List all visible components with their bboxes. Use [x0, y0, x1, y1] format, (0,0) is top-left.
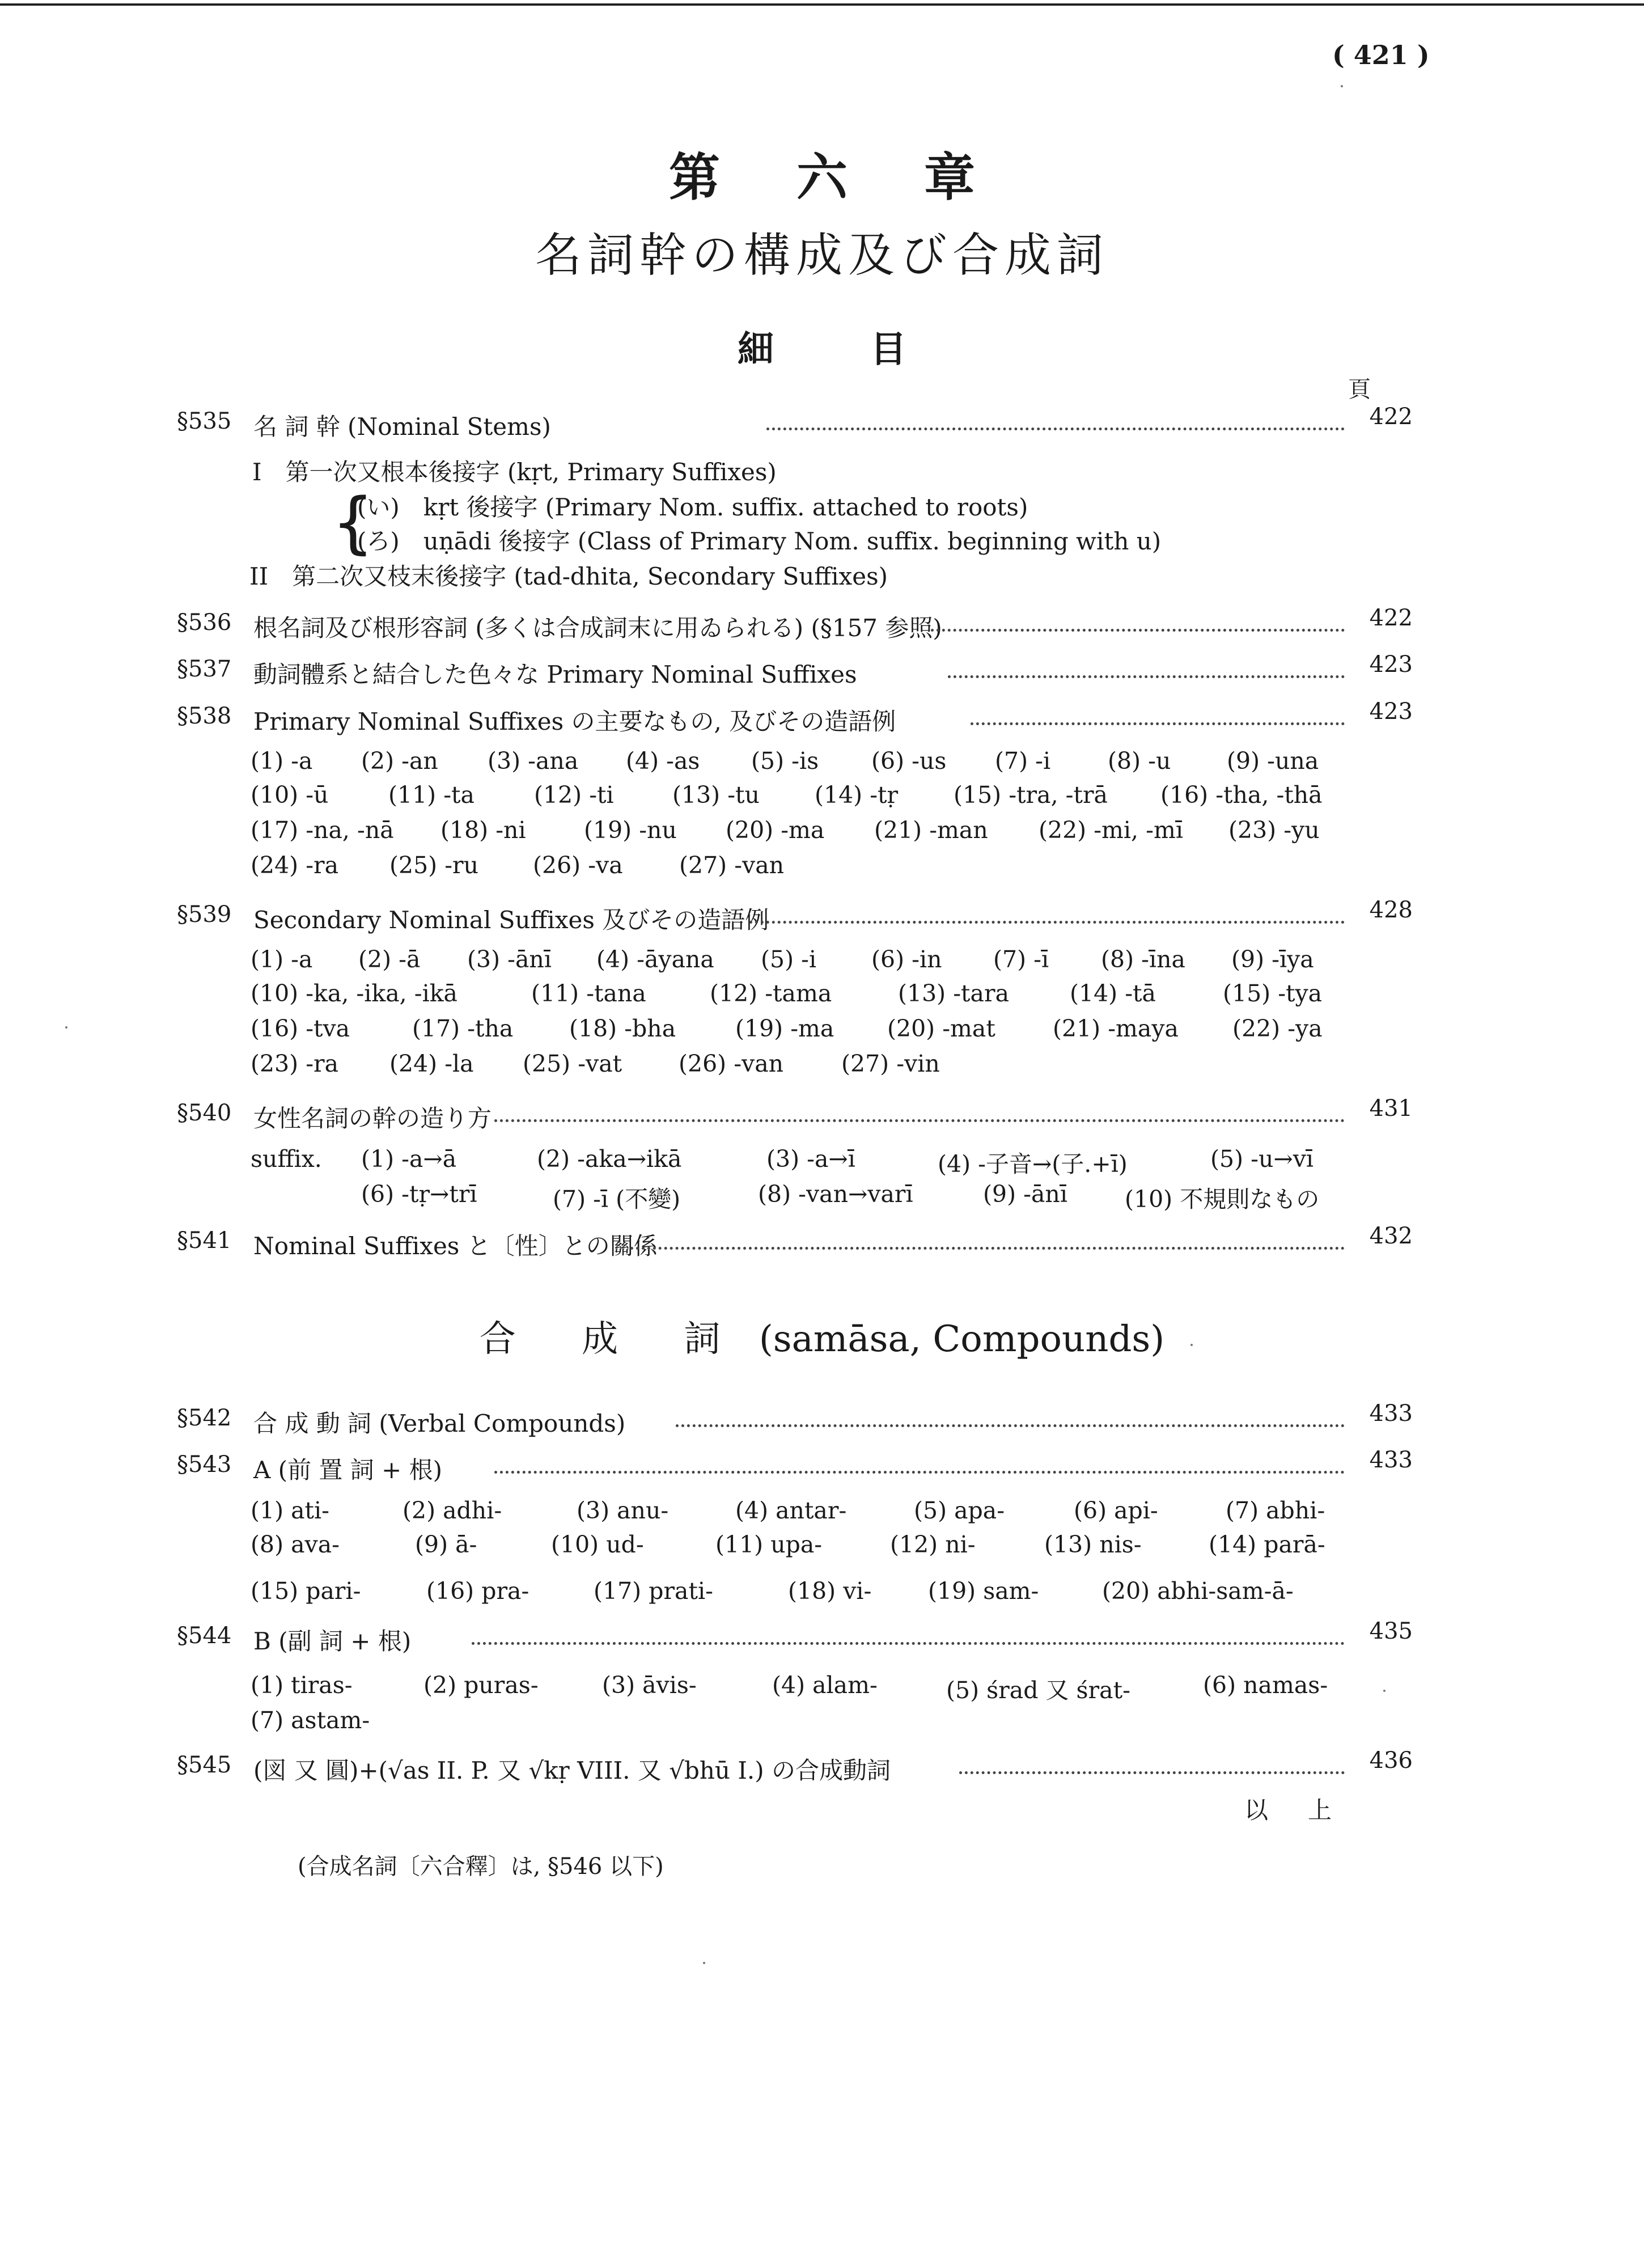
suffix-item: (27) -van [679, 852, 785, 879]
toc-entry-544 [177, 1618, 1413, 1657]
entry-title: Primary Nominal Suffixes の主要なもの, 及びその造語例 [253, 708, 896, 735]
suffix-item: (10) -ū [251, 781, 329, 809]
section-number: §542 [177, 1405, 232, 1431]
prefix-item: (3) āvis- [602, 1672, 697, 1699]
page-ref: 431 [1369, 1095, 1413, 1122]
prefix-item: (5) śrad 又 śrat- [946, 1677, 1130, 1704]
unadi-suffix-line: (ろ) uṇādi 後接字 (Class of Primary Nom. suffix. beginning with u) [357, 527, 1162, 555]
suffix-item: (23) -yu [1228, 816, 1320, 844]
suffix-item: (15) -tya [1223, 980, 1323, 1007]
suffix-item: (19) -nu [584, 816, 677, 844]
entry-title: Nominal Suffixes と〔性〕との關係 [253, 1232, 658, 1260]
suffix-item: (9) -una [1227, 747, 1319, 775]
prefix-item: (13) nis- [1044, 1531, 1142, 1558]
suffix-item: (12) -ti [534, 781, 614, 809]
primary-suffix-row [251, 747, 1339, 779]
secondary-suffix-row [251, 980, 1339, 1012]
footnote: (合成名詞〔六合釋〕は, §546 以下) [298, 1854, 664, 1880]
suffix-item: (15) -tra, -trā [954, 781, 1108, 809]
suffix-item: (27) -vin [841, 1050, 940, 1077]
prefix-item: (11) upa- [715, 1531, 823, 1558]
entry-title: 合 成 動 詞 (Verbal Compounds) [253, 1410, 626, 1437]
adverb-row [251, 1707, 1339, 1738]
feminine-rule-row [251, 1180, 1339, 1212]
rule-item: (5) -u→vī [1210, 1145, 1313, 1173]
suffix-item: (19) -ma [735, 1015, 834, 1042]
prefix-item: (18) vi- [788, 1577, 872, 1605]
section-number: §541 [177, 1228, 232, 1254]
compounds-heading [0, 1310, 1644, 1362]
chapter-subtitle: 名詞幹の構成及び合成詞 [535, 229, 1109, 282]
page-ref: 433 [1369, 1400, 1413, 1427]
suffix-item: (5) -i [761, 946, 817, 973]
section-number: §535 [177, 408, 232, 434]
prefix-item: (19) sam- [928, 1577, 1039, 1605]
rule-item: (8) -van→varī [758, 1180, 913, 1208]
suffix-item: (25) -ru [389, 852, 479, 879]
page-number: ( 421 ) [1332, 40, 1430, 70]
prefix-item: (6) namas- [1203, 1672, 1328, 1699]
section-number: §543 [177, 1452, 232, 1478]
suffix-item: (10) -ka, -ika, -ikā [251, 980, 457, 1007]
rule-item: (9) -ānī [983, 1180, 1067, 1208]
page-ref: 432 [1369, 1223, 1413, 1249]
leader-dots [959, 1771, 1345, 1774]
section-number: §537 [177, 656, 232, 682]
prefix-item: (20) abhi-sam-ā- [1102, 1577, 1294, 1605]
section-number: §538 [177, 703, 232, 729]
preposition-row [251, 1531, 1339, 1563]
page-ref: 435 [1369, 1618, 1413, 1644]
leader-dots [971, 722, 1345, 725]
prefix-item: (4) alam- [772, 1672, 878, 1699]
entry-title: Secondary Nominal Suffixes 及びその造語例 [253, 906, 769, 934]
section-number: §544 [177, 1623, 232, 1649]
rule-item: (6) -tṛ→trī [361, 1180, 477, 1208]
suffix-item: (7) -ī [993, 946, 1049, 973]
suffix-item: (20) -ma [726, 816, 825, 844]
suffix-item: (4) -as [626, 747, 700, 775]
suffix-item: (22) -mi, -mī [1039, 816, 1183, 844]
suffix-item: (23) -ra [251, 1050, 339, 1077]
suffix-item: (16) -tha, -thā [1160, 781, 1323, 809]
suffix-item: (3) -ānī [467, 946, 552, 973]
suffix-item: (24) -la [389, 1050, 474, 1077]
scan-speck [1190, 1344, 1193, 1346]
primary-suffix-row [251, 852, 1339, 883]
suffix-item: (14) -tṛ [815, 781, 899, 809]
prefix-item: (3) anu- [577, 1497, 669, 1524]
entry-title: (図 又 圓)+(√as II. P. 又 √kṛ VIII. 又 √bhū I.) の合成動詞 [253, 1757, 891, 1784]
suffix-item: (17) -na, -nā [251, 816, 394, 844]
entry-title: 名 詞 幹 (Nominal Stems) [253, 413, 551, 441]
suffix-item: (8) -īna [1101, 946, 1185, 973]
prefix-item: (5) apa- [914, 1497, 1005, 1524]
toc-entry-538 [177, 699, 1413, 737]
suffix-item: (9) -īya [1231, 946, 1314, 973]
prefix-item: (10) ud- [551, 1531, 644, 1558]
prefix-item: (9) ā- [415, 1531, 477, 1558]
prefix-item: (12) ni- [890, 1531, 976, 1558]
secondary-suffix-row [251, 946, 1339, 978]
toc-entry-542 [177, 1400, 1413, 1439]
toc-entry-540 [177, 1095, 1413, 1134]
prefix-item: (2) puras- [423, 1672, 539, 1699]
secondary-suffix-row [251, 1015, 1339, 1047]
prefix-item: (17) prati- [594, 1577, 713, 1605]
krt-suffix-line: (い) kṛt 後接字 (Primary Nom. suffix. attached to roots) [357, 493, 1028, 521]
prefix-item: (4) antar- [735, 1497, 847, 1524]
contents-heading: 細目 [738, 328, 1003, 371]
toc-entry-535 [177, 404, 1413, 442]
prefix-item: (7) astam- [251, 1707, 370, 1734]
adverb-row [251, 1672, 1339, 1703]
scan-speck [703, 1962, 705, 1964]
suffix-item: (2) -an [361, 747, 438, 775]
toc-entry-539 [177, 897, 1413, 936]
section-number: §540 [177, 1100, 232, 1126]
feminine-rule-row [251, 1145, 1339, 1177]
entry-title: 動詞體系と結合した色々な Primary Nominal Suffixes [253, 661, 857, 688]
suffix-item: (13) -tara [898, 980, 1010, 1007]
leader-dots [676, 1424, 1345, 1427]
secondary-suffix-heading: II 第二次又枝末後接字 (tad-dhita, Secondary Suffixes) [249, 562, 888, 590]
suffix-item: (4) -āyana [596, 946, 714, 973]
section-number: §536 [177, 610, 232, 636]
prefix-item: (1) tiras- [251, 1672, 353, 1699]
entry-title: A (前 置 詞 + 根) [253, 1456, 443, 1484]
leader-dots [766, 428, 1345, 430]
top-rule [0, 3, 1644, 6]
suffix-item: (8) -u [1108, 747, 1171, 775]
scan-speck [1341, 85, 1343, 87]
suffix-item: (12) -tama [710, 980, 832, 1007]
leader-dots [630, 1247, 1345, 1250]
suffix-item: (22) -ya [1232, 1015, 1323, 1042]
prefix-item: (2) adhi- [402, 1497, 502, 1524]
scan-speck [65, 1026, 67, 1029]
page-ref: 436 [1369, 1747, 1413, 1774]
suffix-label: suffix. [251, 1145, 322, 1173]
leader-dots [749, 921, 1345, 924]
rule-item: (1) -a→ā [361, 1145, 457, 1173]
prefix-item: (7) abhi- [1226, 1497, 1325, 1524]
primary-suffix-row [251, 816, 1339, 848]
entry-title: B (副 詞 + 根) [253, 1627, 412, 1655]
rule-item: (10) 不規則なもの [1125, 1186, 1320, 1213]
rule-item: (4) -子音→(子.+ī) [938, 1150, 1128, 1178]
section-number: §539 [177, 902, 232, 928]
suffix-item: (24) -ra [251, 852, 339, 879]
suffix-item: (18) -ni [440, 816, 526, 844]
primary-suffix-row [251, 781, 1339, 813]
suffix-item: (3) -ana [488, 747, 579, 775]
scan-speck [1383, 1690, 1385, 1692]
prefix-item: (14) parā- [1209, 1531, 1325, 1558]
prefix-item: (16) pra- [426, 1577, 529, 1605]
leader-dots [931, 629, 1345, 632]
preposition-row [251, 1497, 1339, 1529]
rule-item: (2) -aka→ikā [537, 1145, 682, 1173]
suffix-item: (5) -is [751, 747, 819, 775]
toc-entry-537 [177, 651, 1413, 690]
leader-dots [948, 675, 1345, 678]
suffix-item: (1) -a [251, 946, 313, 973]
leader-dots [494, 1471, 1345, 1474]
suffix-item: (21) -maya [1053, 1015, 1179, 1042]
suffix-item: (17) -tha [412, 1015, 514, 1042]
leader-dots [494, 1119, 1345, 1122]
suffix-item: (18) -bha [569, 1015, 676, 1042]
leader-dots [472, 1642, 1345, 1645]
toc-entry-545 [177, 1747, 1413, 1786]
suffix-item: (14) -tā [1070, 980, 1156, 1007]
entry-title: 根名詞及び根形容詞 (多くは合成詞末に用ゐられる) (§157 参照) [253, 614, 942, 642]
page-ref: 422 [1369, 404, 1413, 430]
rule-item: (3) -a→ī [766, 1145, 855, 1173]
prefix-item: (15) pari- [251, 1577, 361, 1605]
prefix-item: (6) api- [1074, 1497, 1158, 1524]
secondary-suffix-row [251, 1050, 1339, 1082]
page-ref: 433 [1369, 1447, 1413, 1473]
page-ref: 428 [1369, 897, 1413, 923]
toc-entry-541 [177, 1223, 1413, 1262]
compounds-heading-latin: (samāsa, Compounds) [759, 1318, 1165, 1360]
compounds-heading-kanji: 合 成 詞 [479, 1318, 748, 1360]
chapter-title: 第六章 [669, 147, 1052, 208]
section-number: §545 [177, 1752, 232, 1778]
prefix-item: (8) ava- [251, 1531, 340, 1558]
suffix-item: (26) -va [533, 852, 623, 879]
rule-item: (7) -ī (不變) [553, 1186, 681, 1213]
suffix-item: (7) -i [995, 747, 1051, 775]
toc-entry-543 [177, 1447, 1413, 1486]
suffix-item: (21) -man [874, 816, 988, 844]
suffix-item: (11) -ta [388, 781, 474, 809]
preposition-row [251, 1577, 1339, 1609]
prefix-item: (1) ati- [251, 1497, 329, 1524]
suffix-item: (6) -us [871, 747, 947, 775]
suffix-item: (26) -van [679, 1050, 784, 1077]
toc-entry-536 [177, 605, 1413, 644]
suffix-item: (11) -tana [531, 980, 646, 1007]
suffix-item: (1) -a [251, 747, 313, 775]
suffix-item: (13) -tu [672, 781, 760, 809]
suffix-item: (2) -ā [358, 946, 421, 973]
suffix-item: (25) -vat [523, 1050, 622, 1077]
suffix-item: (20) -mat [887, 1015, 995, 1042]
suffix-item: (16) -tva [251, 1015, 350, 1042]
entry-title: 女性名詞の幹の造り方 [253, 1105, 492, 1132]
closing-mark: 以上 [1244, 1796, 1372, 1824]
brace: { [332, 483, 375, 561]
primary-suffix-heading: I 第一次又根本後接字 (kṛt, Primary Suffixes) [252, 458, 777, 486]
page-column-label: 頁 [1348, 376, 1371, 403]
page-ref: 422 [1369, 605, 1413, 631]
suffix-item: (6) -in [871, 946, 942, 973]
page-ref: 423 [1369, 651, 1413, 678]
page-ref: 423 [1369, 699, 1413, 725]
